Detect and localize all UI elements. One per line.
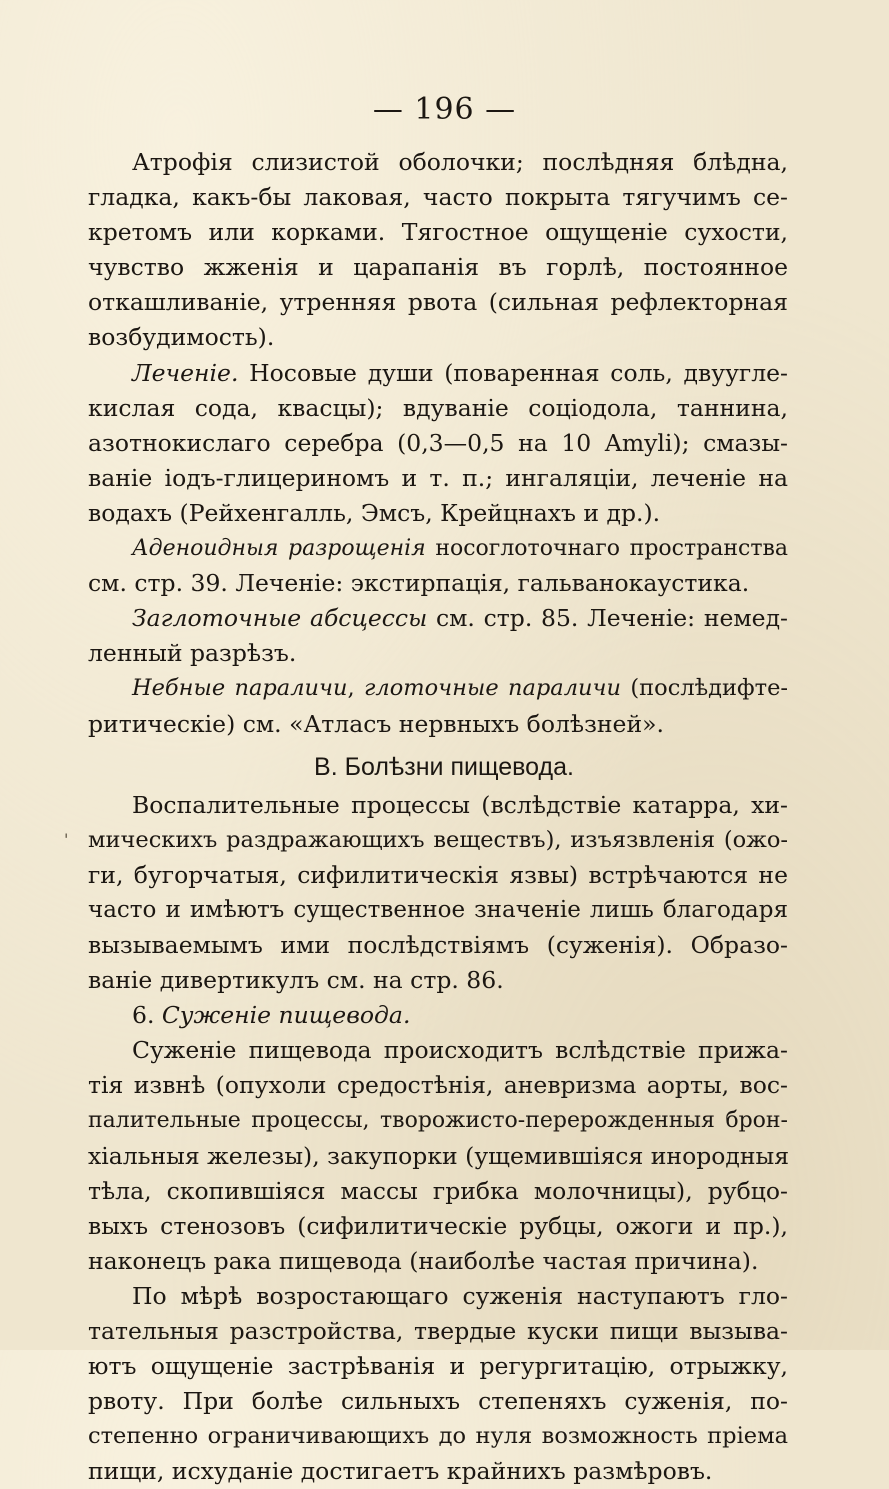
text-fragment: Носовые души (поваренная соль, двуугле- xyxy=(238,358,788,387)
text-line: гладка, какъ-бы лаковая, часто покрыта тягучимъ се- xyxy=(88,183,788,212)
text-line: выхъ стенозовъ (сифилитическіе рубцы, ожоги и пр.), xyxy=(88,1211,788,1240)
text-line: кислая сода, квасцы); вдуваніе соціодола, таннина, xyxy=(88,393,788,422)
text-fragment: носоглоточнаго пространства xyxy=(425,536,788,562)
text-line: степенно ограничивающихъ до нуля возможность пріема xyxy=(88,1423,788,1450)
stenosis-subheading xyxy=(88,998,788,1033)
text-line: хіальныя железы), закупорки (ущемившіяся инородныя xyxy=(88,1141,790,1170)
text-fragment: (послѣдифте- xyxy=(621,675,789,702)
text-line: см. стр. 39. Леченіе: экстирпація, гальванокаустика. xyxy=(88,569,750,598)
text-line: пищи, исхуданіе достигаетъ крайнихъ размѣровъ. xyxy=(88,1457,713,1486)
text-line: Воспалительные процессы (вслѣдствіе катарра, хи- xyxy=(132,790,788,819)
text-line: тательныя разстройства, твердые куски пищи вызыва- xyxy=(88,1317,788,1345)
text-line: По мѣрѣ возростающаго суженія наступаютъ гло- xyxy=(132,1281,788,1310)
text-line: кретомъ или корками. Тягостное ощущеніе сухости, xyxy=(88,218,788,247)
text-line: палительные процессы, творожисто-перерожденныя брон- xyxy=(88,1108,788,1134)
text-line: откашливаніе, утренняя рвота (сильная рефлекторная xyxy=(88,288,788,317)
text-fragment: см. стр. 85. Леченіе: немед- xyxy=(427,604,788,633)
text-fragment: , xyxy=(347,675,365,702)
section-heading: B. Болѣзни пищевода. xyxy=(314,752,574,781)
text-line: ваніе дивертикулъ см. на стр. 86. xyxy=(88,966,504,995)
text-line: ленный разрѣзъ. xyxy=(88,639,297,668)
text-line: ваніе іодъ-глицериномъ и т. п.; ингаляціи, леченіе на xyxy=(88,463,788,492)
text-line: Суженіе пищевода происходитъ вслѣдствіе прижа- xyxy=(132,1036,788,1065)
treatment-label: Леченіе. xyxy=(132,358,239,387)
text-line: водахъ (Рейхенгалль, Эмсъ, Крейцнахъ и др.). xyxy=(88,498,661,527)
palatal-paralysis-label: Небные параличи xyxy=(132,675,348,702)
text-line: Атрофія слизистой оболочки; послѣдняя блѣдна, xyxy=(132,148,788,176)
text-line: вызываемымъ ими послѣдствіямъ (суженія). Образо- xyxy=(88,930,788,959)
treatment-line xyxy=(88,356,788,391)
text-line: ютъ ощущеніе застрѣванія и регургитацію, отрыжку, xyxy=(88,1352,788,1381)
text-line: тія извнѣ (опухоли средостѣнія, аневризма аорты, вос- xyxy=(88,1071,788,1100)
text-line: ги, бугорчатыя, сифилитическія язвы) встрѣчаются не xyxy=(88,860,788,889)
page-number: — 196 — xyxy=(372,92,517,127)
subheading-number: 6. xyxy=(132,1001,162,1030)
pharyngeal-paralysis-label: глоточные параличи xyxy=(364,675,622,702)
paralyses-line xyxy=(88,671,788,706)
stenosis-label: Суженіе пищевода. xyxy=(161,1001,411,1030)
page-body xyxy=(88,145,788,1489)
text-line: часто и имѣютъ существенное значеніе лишь благодаря xyxy=(88,896,788,923)
text-line: тѣла, скопившіяся массы грибка молочницы), рубцо- xyxy=(88,1176,788,1205)
text-line: мическихъ раздражающихъ веществъ), изъязвленія (ожо- xyxy=(88,826,788,853)
adenoids-line xyxy=(88,531,788,566)
text-line: ритическіе) см. «Атласъ нервныхъ болѣзней». xyxy=(88,709,664,738)
stray-margin-mark: ' xyxy=(64,830,69,849)
text-line: возбудимость). xyxy=(88,323,275,352)
adenoids-label: Аденоидныя разрощенія xyxy=(132,536,426,562)
text-line: чувство жженія и царапанія въ горлѣ, постоянное xyxy=(88,253,788,282)
abscesses-label: Заглоточные абсцессы xyxy=(132,604,428,633)
abscesses-line xyxy=(88,601,788,636)
text-line: наконецъ рака пищевода (наиболѣе частая причина). xyxy=(88,1246,759,1275)
text-line: рвоту. При болѣе сильныхъ степеняхъ суженія, по- xyxy=(88,1387,788,1416)
text-line: азотнокислаго серебра (0,3—0,5 на 10 Amyli); смазы- xyxy=(88,428,788,457)
